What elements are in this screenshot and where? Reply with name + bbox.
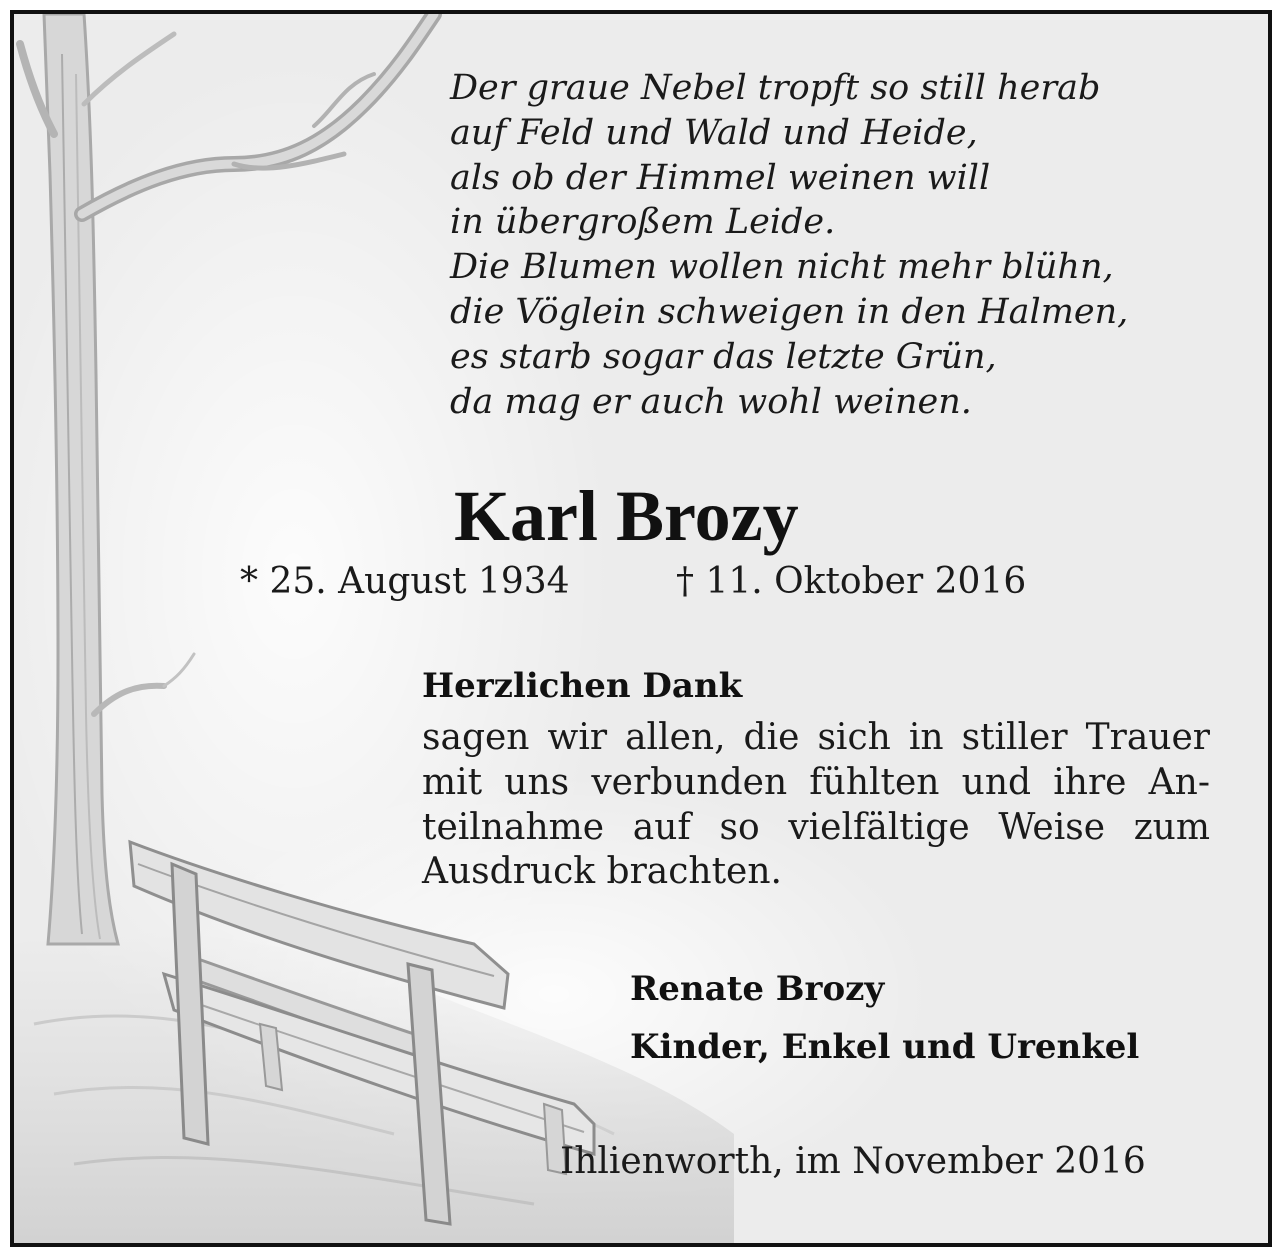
poem [450,66,1128,424]
place-and-date: Ihlienworth, im November 2016 [560,1141,1146,1182]
poem-line: Der graue Nebel tropft so still herab [450,68,1101,108]
deceased-name: Karl Brozy [454,476,799,556]
thanks-line: Ausdruck brachten. [422,851,782,893]
poem-line: Die Blumen wollen nicht mehr blühn, [450,247,1114,288]
poem-line: als ob der Himmel weinen will [450,157,991,198]
poem-line: es starb sogar das letzte Grün, [450,336,997,377]
poem-line: da mag er auch wohl weinen. [450,381,972,422]
thanks-text [422,716,1210,895]
life-dates [240,560,1027,604]
signer-name: Renate Brozy [630,969,885,1009]
poem-line: in übergroßem Leide. [450,202,836,243]
signers [630,960,1139,1076]
poem-line: auf Feld und Wald und Heide, [450,112,978,153]
thanks-heading: Herzlichen Dank [422,666,743,706]
obituary-notice [10,10,1272,1247]
thanks-line: sagen wir allen, die sich in stiller Trauer [422,717,1210,758]
thanks-line: mit uns verbunden fühlten und ihre An- [422,761,1210,803]
death-date: † 11. Oktober 2016 [676,561,1027,602]
signer-family: Kinder, Enkel und Urenkel [630,1027,1140,1067]
poem-line: die Vöglein schweigen in den Halmen, [450,291,1129,332]
thanks-line: teilnahme auf so vielfältige Weise zum [422,806,1210,848]
birth-date: * 25. August 1934 [240,561,570,602]
